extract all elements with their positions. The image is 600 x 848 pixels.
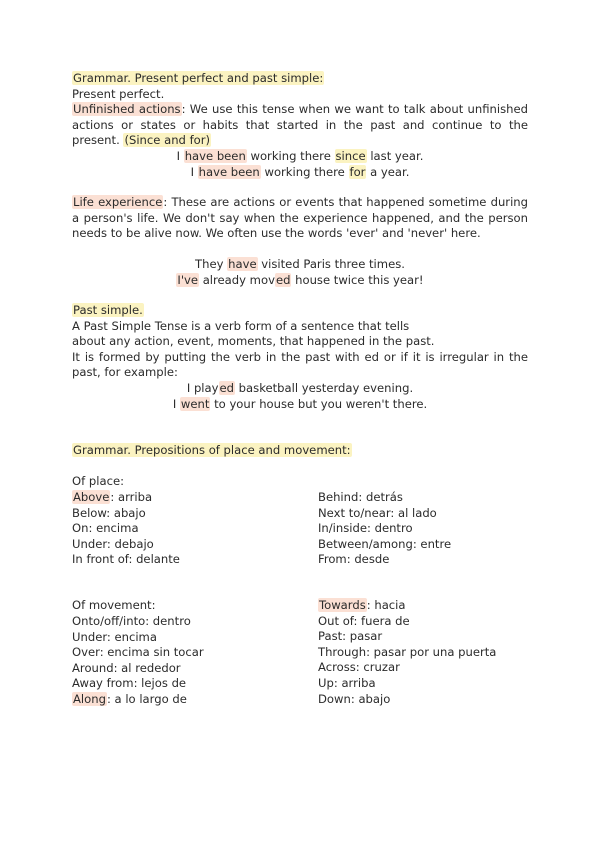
preposition-term: In/inside: [318, 521, 367, 536]
preposition-term: Under: [72, 629, 107, 644]
preposition-item: [72, 645, 204, 661]
preposition-translation: : debajo: [106, 536, 154, 551]
example-line: They have visited Paris three times.: [195, 257, 405, 271]
preposition-term: Between/among: [318, 536, 413, 551]
preposition-term: Above: [73, 490, 110, 504]
heading-text: Grammar. Prepositions of place and movement:: [73, 443, 351, 457]
preposition-item: [318, 645, 496, 661]
preposition-translation: : encima: [88, 521, 139, 536]
preposition-item: [72, 490, 180, 506]
preposition-item: [72, 661, 204, 677]
preposition-translation: : pasar por una puerta: [366, 644, 497, 659]
unfinished-text: : We use this tense when we want to talk about unfinished actions or states or habits that started in the past and continue to the present.: [72, 102, 528, 148]
section-heading-tenses: [72, 71, 528, 102]
preposition-item: [72, 692, 204, 708]
preposition-translation: : dentro: [145, 614, 191, 628]
preposition-item: [318, 598, 496, 614]
example-line: I played basketball yesterday evening.: [186, 381, 414, 395]
preposition-term: Through: [318, 644, 367, 659]
preposition-translation: : delante: [128, 552, 180, 567]
preposition-term: Towards: [319, 598, 366, 612]
preposition-translation: : abajo: [350, 691, 391, 706]
preposition-term: Under: [72, 536, 107, 551]
preposition-translation: : arriba: [110, 490, 153, 504]
past-simple-examples: [72, 381, 528, 412]
preposition-translation: : pasar: [342, 629, 383, 644]
preposition-term: From: [318, 552, 347, 567]
preposition-translation: : fuera de: [353, 613, 410, 628]
preposition-item: [318, 614, 496, 630]
example-line: I have been working there since last year.: [176, 149, 424, 163]
place-left-list: [72, 490, 180, 568]
preposition-translation: : abajo: [106, 505, 146, 520]
preposition-item: [72, 552, 180, 568]
preposition-item: [72, 537, 180, 553]
preposition-item: [72, 614, 204, 630]
past-simple-section: [72, 303, 528, 381]
unfinished-actions-paragraph: [72, 102, 528, 149]
past-simple-line: A Past Simple Tense is a verb form of a sentence that tells: [72, 318, 410, 333]
heading-text: Grammar. Present perfect and past simple:: [73, 71, 324, 85]
preposition-item: [72, 506, 180, 522]
preposition-item: [318, 506, 451, 522]
preposition-term: Over: [72, 645, 100, 660]
preposition-term: Next to/near: [318, 505, 391, 520]
since-for-note: (Since and for): [124, 133, 211, 148]
life-text: : These are actions or events that happened sometime during a person's life. We don't say when the experience happened, and the person needs to be alive now. We often use the words 'ever' and 'never' here.: [72, 195, 528, 241]
movement-left-list: [72, 614, 204, 708]
section-heading-prepositions: [72, 443, 528, 459]
example-line: I have been working there for a year.: [190, 164, 410, 179]
preposition-translation: : al rededor: [113, 660, 181, 675]
movement-right-list: [318, 598, 496, 707]
present-perfect-examples: [72, 149, 528, 180]
preposition-translation: : hacia: [366, 598, 406, 612]
preposition-term: Below: [72, 505, 107, 520]
preposition-item: [318, 537, 451, 553]
life-experience-examples: [72, 257, 528, 288]
life-label: Life experience: [73, 195, 163, 209]
preposition-item: [318, 521, 451, 537]
preposition-term: Around: [72, 660, 114, 675]
preposition-item: [72, 630, 204, 646]
preposition-term: Past: [318, 629, 343, 644]
preposition-term: Onto/off/into: [72, 614, 146, 628]
preposition-term: Up: [318, 675, 334, 690]
preposition-translation: : lejos de: [133, 676, 187, 691]
preposition-translation: : a lo largo de: [106, 691, 187, 706]
preposition-term: Along: [73, 691, 106, 706]
preposition-item: [318, 692, 496, 708]
preposition-item: [318, 676, 496, 692]
preposition-item: [72, 676, 204, 692]
preposition-term: Behind: [318, 490, 359, 504]
life-experience-paragraph: [72, 195, 528, 242]
past-simple-title: Past simple.: [73, 303, 143, 317]
preposition-term: Down: [318, 691, 351, 706]
preposition-item: [72, 521, 180, 537]
preposition-term: Away from: [72, 676, 134, 691]
preposition-item: [318, 490, 451, 506]
preposition-term: In front of: [72, 552, 129, 567]
preposition-item: [318, 629, 496, 645]
preposition-term: Across: [318, 660, 356, 675]
preposition-item: [318, 552, 451, 568]
place-right-list: [318, 490, 451, 568]
place-title: Of place:: [72, 474, 124, 488]
past-simple-line: about any action, event, moments, that happened in the past.: [72, 334, 435, 349]
preposition-translation: : cruzar: [355, 660, 400, 675]
unfinished-label: Unfinished actions: [73, 102, 181, 116]
preposition-translation: : al lado: [390, 505, 437, 520]
preposition-translation: : encima sin tocar: [99, 645, 204, 660]
example-line: I went to your house but you weren't there.: [172, 396, 428, 411]
preposition-translation: : arriba: [333, 675, 376, 690]
preposition-translation: : desde: [346, 552, 390, 567]
movement-title: Of movement:: [72, 598, 156, 612]
past-simple-line: It is formed by putting the verb in the past with ed or if it is irregular in the past, for example:: [72, 349, 528, 380]
preposition-term: Out of: [318, 613, 354, 628]
present-perfect-title: Present perfect.: [72, 86, 165, 101]
preposition-translation: : encima: [106, 629, 157, 644]
preposition-translation: : detrás: [358, 490, 403, 504]
preposition-item: [318, 660, 496, 676]
preposition-translation: : dentro: [367, 521, 413, 536]
preposition-translation: : entre: [412, 536, 452, 551]
example-line: I've already moved house twice this year!: [177, 272, 424, 287]
preposition-term: On: [72, 521, 89, 536]
